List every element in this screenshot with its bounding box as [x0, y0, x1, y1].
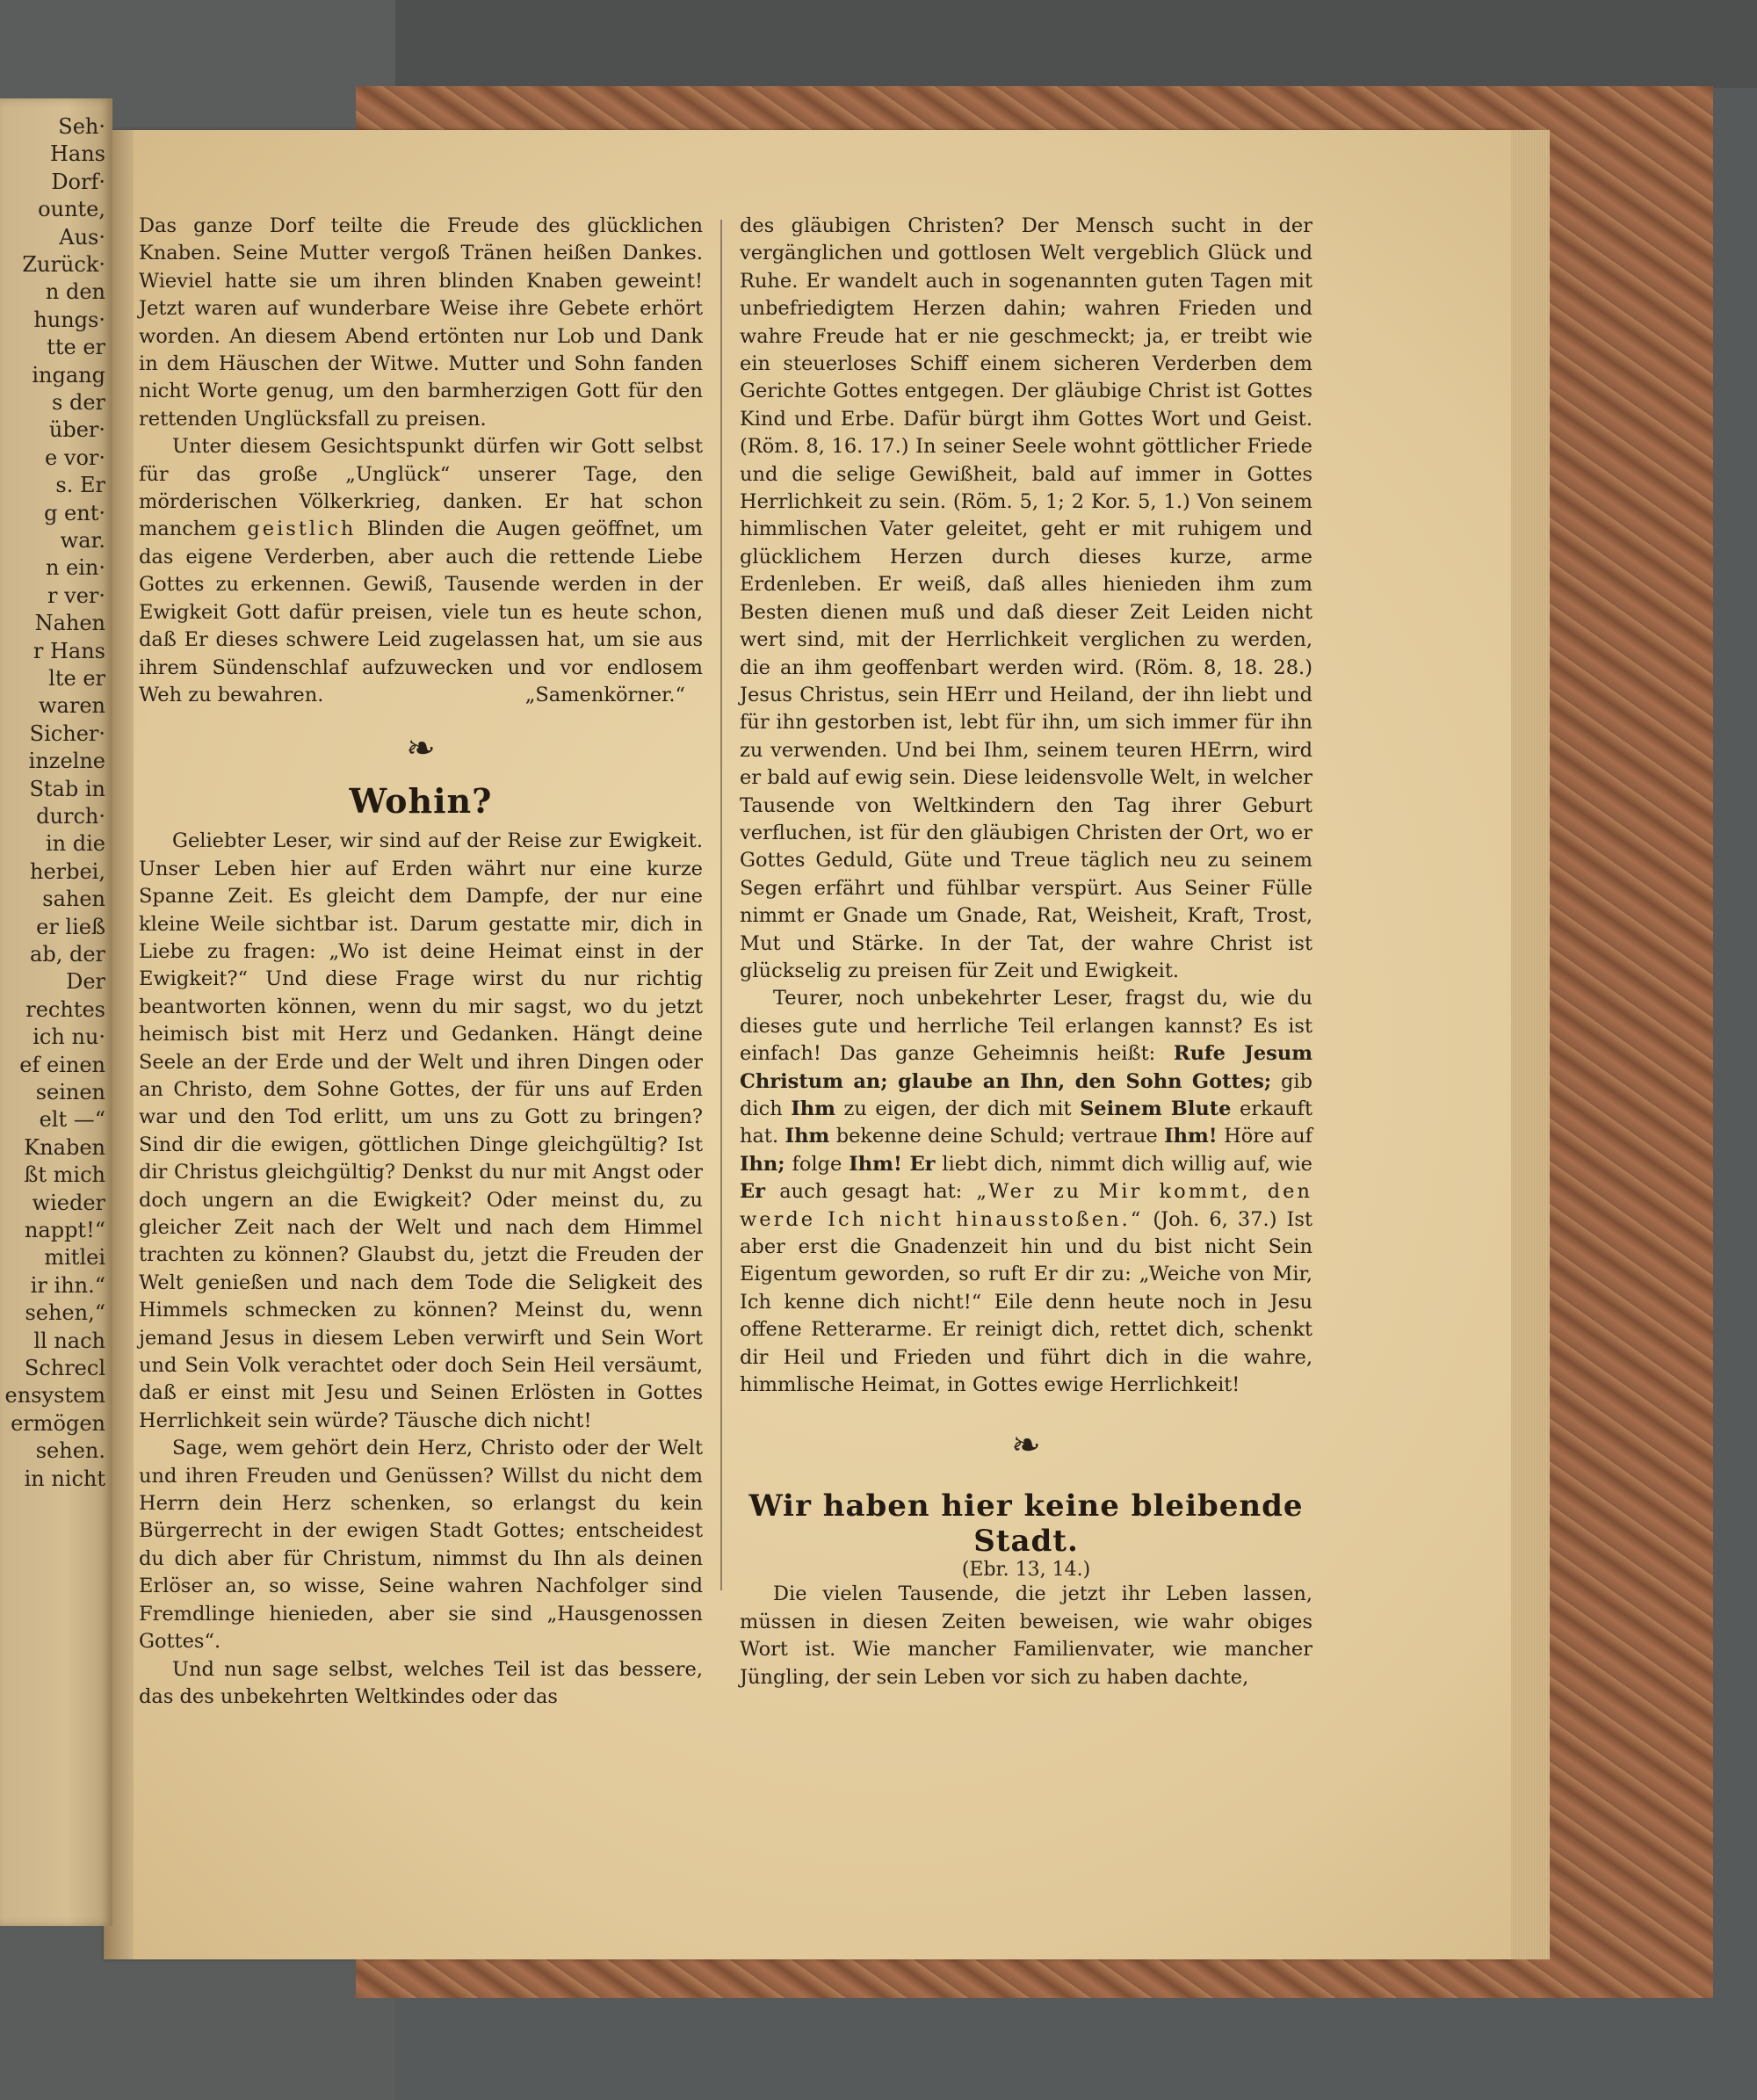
prev-page-line: ir ihn.“: [30, 1272, 105, 1298]
prev-page-line: n den: [45, 279, 105, 305]
prev-page-line: lte er: [48, 666, 105, 691]
prev-page-line: ermögen: [11, 1410, 105, 1436]
ornament-icon: ❧: [1011, 1425, 1041, 1466]
prev-page-line: durch·: [36, 804, 105, 829]
page-edges: [1511, 130, 1550, 1959]
prev-page-line: ounte,: [38, 197, 105, 222]
prev-page-line: ingang: [32, 362, 105, 387]
quote-spaced: „Wer zu Mir kommt, den werde Ich nicht hinausstoßen.“: [740, 1180, 1312, 1231]
paragraph-secret: Teurer, noch unbekehrter Leser, fragst du, wie du dieses gute und herrliche Teil erlangen kannst? Es ist einfach! Das ganze Geheimnis heißt: Rufe Jesum Christum an; glaube an Ihn, den Sohn Gottes; gib dich Ihm zu eigen, der dich mit Seinem Blute erkauft hat. Ihm bekenne deine Schuld; vertraue Ihm! Höre auf Ihn; folge Ihm! Er liebt dich, nimmt dich willig auf, wie Er auch gesagt hat: „Wer zu Mir kommt, den werde Ich nicht hinausstoßen.“ (Joh. 6, 37.) Ist aber erst die Gnadenzeit hin und du bist nicht Sein Eigentum geworden, so ruft Er dir zu: „Weiche von Mir, Ich kenne dich nicht!“ Eile denn heute noch in Jesu offene Retterarme. Er reinigt dich, rettet dich, schenkt dir Heil und Frieden und führt dich in die wahre, himmlische Heimat, in Gottes ewige Herrlichkeit!: [740, 987, 1313, 1397]
heading-reference: (Ebr. 13, 14.): [961, 1559, 1091, 1582]
prev-page-line: seinen: [35, 1080, 105, 1104]
right-column: [740, 213, 1312, 1691]
prev-page-line: ensystem: [4, 1383, 105, 1408]
prev-page-line: rechtes: [25, 996, 105, 1022]
prev-page-line: Dorf·: [51, 169, 105, 194]
prev-page-line: Knaben: [24, 1134, 105, 1160]
paragraph-believer: des gläubigen Christen? Der Mensch sucht in der vergänglichen und gottlosen Welt vergeblich Glück und Ruhe. Er wandelt auch in sogenannten guten Tagen mit unbefriedigtem Herzen dahin; wahren Frieden und wahre Freude hat er nie geschmeckt; ja, er treibt wie ein steuerloses Schiff einem sicheren Verderben dem Gerichte Gottes entgegen. Der gläubige Christ ist Gottes Kind und Erbe. Dafür bürgt ihm Gottes Wort und Geist. (Röm. 8, 16. 17.) In seiner Seele wohnt göttlicher Friede und die selige Gewißheit, bald auf immer in Gottes Herrlichkeit zu sein. (Röm. 5, 1; 2 Kor. 5, 1.) Von seinem himmlischen Vater geleitet, geht er mit ruhigem und glücklichem Herzen durch dieses kurze, arme Erdenleben. Er weiß, daß alles hienieden ihm zum Besten dienen muß und daß dieser Zeit Leiden nicht wert sind, mit der Herrlichkeit verglichen zu werden, die an ihm geoffenbart werden wird. (Röm. 8, 18. 28.) Jesus Christus, sein HErr und Heiland, der ihn liebt und für ihn gestorben ist, lebt für ihn, um sich immer für ihn zu verwenden. Und bei Ihm, seinem teuren HErrn, wird er bald auf ewig sein. Diese leidensvolle Welt, in welcher Tausende von Weltkindern den Tag ihrer Geburt verfluchen, ist für den gläubigen Christen der Ort, wo er Gottes Geduld, Güte und Treue täglich neu zu seinem Segen erfährt und fühlbar verspürt. Aus Seiner Fülle nimmt er Gnade um Gnade, Rat, Weisheit, Kraft, Trost, Mut und Stärke. In der Tat, der wahre Christ ist glückselig zu preisen für Zeit und Ewigkeit.: [740, 214, 1312, 982]
prev-page-line: r ver·: [47, 583, 105, 608]
heading-keine-bleibende-stadt: Wir haben hier keine bleibende Stadt.: [748, 1488, 1304, 1560]
prev-page-line: Sicher·: [29, 721, 105, 746]
prev-page-line: nappt!“: [24, 1218, 105, 1242]
previous-page-fragment: [0, 98, 112, 1926]
spaced-word: geistlich: [247, 518, 357, 541]
paragraph-thousands: Die vielen Tausende, die jetzt ihr Leben lassen, müssen in diesen Zeiten beweisen, wie wahr obiges Wort ist. Wie mancher Familienvater, wie mancher Jüngling, der sein Leben vor sich zu haben dachte,: [740, 1582, 1312, 1689]
prev-page-line: Der: [66, 969, 105, 995]
prev-page-line: ab, der: [30, 942, 105, 967]
prev-page-line: in die: [45, 831, 105, 857]
prev-page-line: elt —“: [39, 1107, 105, 1133]
column-rule: [720, 220, 722, 1590]
prev-page-line: ßt mich: [24, 1162, 105, 1188]
paragraph-wohin: Geliebter Leser, wir sind auf der Reise zur Ewigkeit. Unser Leben hier auf Erden währt nur eine kurze Spanne Zeit. Es gleicht dem Dampfe, der nur eine kleine Weile sichtbar ist. Darum gestatte mir, dich in Liebe zu fragen: „Wo ist deine Heimat einst in der Ewigkeit?“ Und diese Frage wirst du nur richtig beantworten können, wenn du mir sagst, wo du jetzt heimisch bist mit Herz und Gedanken. Hängt deine Seele an der Erde und der Welt und ihren Dingen oder an Christo, dem Sohne Gottes, der für uns auf Erden war und den Tod erlitt, um uns zu Gott zu bringen? Sind dir die ewigen, göttlichen Dinge gleichgültig? Ist dir Christus gleichgültig? Denkst du nur mit Angst oder doch ungern an die Ewigkeit? Oder meinst du, zu gleicher Zeit nach der Welt und nach dem Himmel trachten zu können? Glaubst du, jetzt die Freuden der Welt genießen und nach dem Tode die Seligkeit des Himmels schmecken zu können? Meinst du, wenn jemand Jesus in diesem Leben verwirft und Sein Wort und Sein Volk verachtet oder doch Sein Heil versäumt, daß er einst mit Jesu und Seinen Erlösten in Gottes Herrlichkeit sein würde? Täusche dich nicht!: [139, 829, 703, 1432]
left-column: [139, 213, 703, 1711]
prev-page-line: Nahen: [34, 611, 105, 636]
prev-page-line: tte er: [47, 335, 105, 360]
prev-page-line: Stab in: [29, 776, 105, 801]
prev-page-line: sehen.: [35, 1438, 105, 1464]
paragraph-village-joy: Das ganze Dorf teilte die Freude des glücklichen Knaben. Seine Mutter vergoß Tränen heißen Dankes. Wieviel hatte sie um ihren blinden Knaben geweint! Jetzt waren auf wunderbare Weise ihre Gebete erhört worden. An diesem Abend ertönten nur Lob und Dank in dem Häuschen der Witwe. Mutter und Sohn fanden nicht Worte genug, um den barmherzigen Gott für den rettenden Unglücksfall zu preisen.: [139, 214, 703, 431]
prev-page-line: n ein·: [45, 555, 105, 581]
background-top: [395, 0, 1757, 88]
prev-page-line: mitlei: [44, 1245, 105, 1271]
prev-page-line: r Hans: [33, 638, 105, 663]
prev-page-line: s. Er: [55, 473, 105, 498]
prev-page-line: war.: [60, 528, 105, 553]
prev-page-line: in nicht: [24, 1466, 105, 1491]
prev-page-line: sehen,“: [25, 1300, 105, 1326]
prev-page-line: er ließ: [36, 914, 105, 939]
heading-wohin: Wohin?: [349, 781, 493, 822]
prev-page-line: ef einen: [19, 1052, 105, 1077]
source-citation: „Samenkörner.“: [524, 683, 685, 706]
prev-page-line: ll nach: [33, 1328, 105, 1353]
prev-page-line: herbei,: [29, 858, 105, 884]
prev-page-line: Schrecl: [24, 1356, 105, 1380]
prev-page-line: ich nu·: [33, 1025, 105, 1050]
prev-page-line: Seh·: [58, 114, 105, 139]
prev-page-line: hungs·: [33, 307, 105, 332]
prev-page-line: Hans: [49, 141, 105, 167]
prev-page-line: inzelne: [28, 749, 105, 774]
prev-page-line: über·: [48, 417, 105, 443]
paragraph-which-part: Und nun sage selbst, welches Teil ist das bessere, das des unbekehrten Weltkindes oder das: [139, 1657, 703, 1708]
paragraph-heart: Sage, wem gehört dein Herz, Christo oder der Welt und ihren Freuden und Genüssen? Willst du nicht dem Herrn dein Herz schenken, so erlangst du kein Bürgerrecht in der ewigen Stadt Gottes; entscheidest du dich aber für Christum, nimmst du Ihn als deinen Erlöser an, so wisse, Seine wahren Nachfolger sind Fremdlinge hienieden, aber sie sind „Hausgenossen Gottes“.: [139, 1437, 703, 1654]
paragraph-misfortune: Unter diesem Gesichtspunkt dürfen wir Gott selbst für das große „Unglück“ unserer Tage, den mörderischen Völkerkrieg, danken. Er hat schon manchem geistlich Blinden die Augen geöffnet, um das eigene Verderben, aber auch die rettende Liebe Gottes zu erkennen. Gewiß, Tausende werden in der Ewigkeit Gott dafür preisen, viele tun es heute schon, daß Er dieses schwere Leid zugelassen hat, um sie aus ihrem Sündenschlaf aufzuwecken und vor endlosem Weh zu bewahren. „Samenkörner.“: [139, 433, 703, 709]
prev-page-line: Zurück·: [22, 252, 105, 277]
prev-page-line: Aus·: [59, 224, 105, 250]
prev-page-line: waren: [39, 693, 105, 719]
prev-page-line: sahen: [42, 887, 105, 912]
prev-page-line: wieder: [32, 1190, 105, 1215]
prev-page-line: s der: [52, 390, 105, 415]
prev-page-line: e vor·: [45, 445, 105, 470]
ornament-icon: ❧: [406, 728, 436, 770]
prev-page-line: g ent·: [44, 500, 105, 525]
